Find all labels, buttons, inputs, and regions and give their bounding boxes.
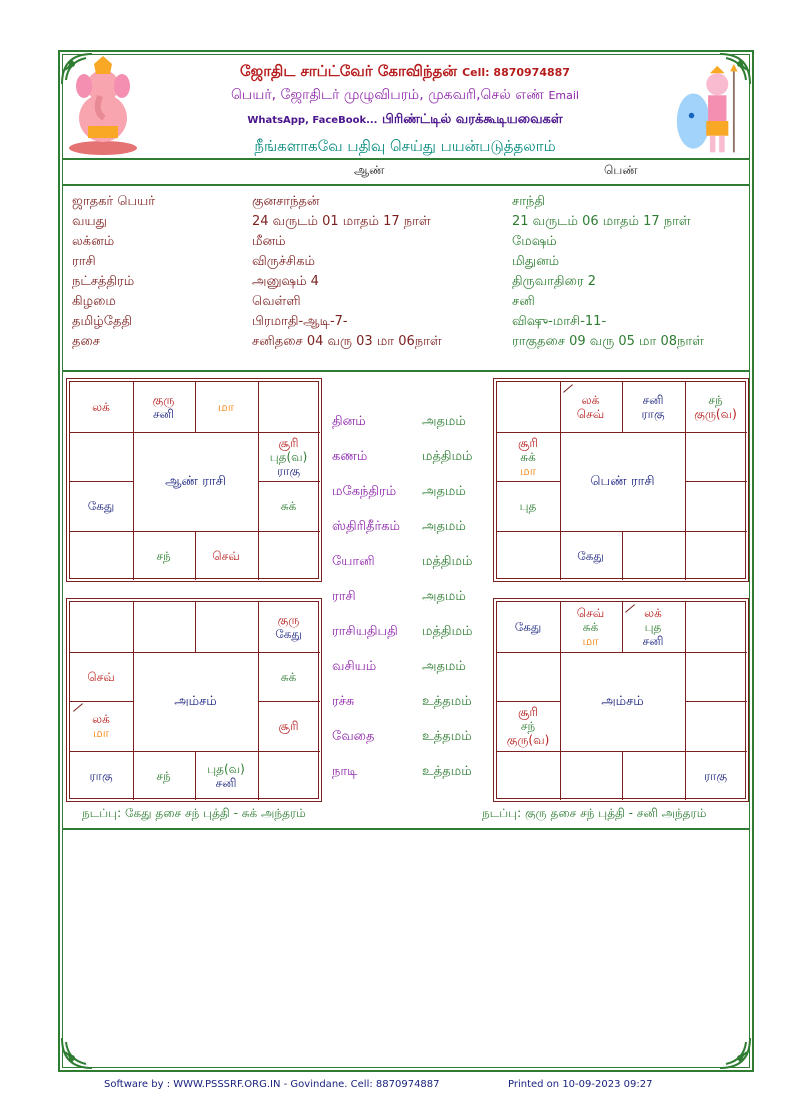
chart-grid (69, 381, 319, 579)
chart-house (258, 652, 320, 702)
footer-software: Software by : WWW.PSSSRF.ORG.IN - Govindane. Cell: 8870974887 (104, 1079, 440, 1090)
porutham-value: மத்திமம் (422, 449, 473, 464)
grid-line (622, 751, 623, 801)
ganesha-image-icon (64, 56, 142, 156)
chart-house (685, 751, 747, 801)
planet-label: மா (582, 634, 599, 648)
detail-label: ராசி (72, 254, 96, 269)
planet-label: மா (520, 463, 536, 478)
porutham-name: தினம் (332, 414, 366, 429)
chart-house (258, 701, 320, 751)
chart-house (258, 432, 320, 482)
planet-label: குரு (152, 393, 175, 407)
chart-house (70, 382, 132, 432)
chart-grid (496, 601, 746, 799)
planet-label: கேது (514, 620, 542, 634)
detail-label: கிழமை (72, 294, 116, 309)
chart-house (497, 432, 559, 482)
detail-female-value: விஷு-மாசி-11- (512, 314, 607, 329)
footer-printed: Printed on 10-09-2023 09:27 (508, 1079, 653, 1090)
detail-female-value: 21 வருடம் 06 மாதம் 17 நாள் (512, 214, 691, 229)
planet-label: சந் (156, 768, 171, 783)
detail-label: தசை (72, 334, 100, 349)
chart-house (195, 751, 257, 801)
detail-male-value: பிரமாதி-ஆடி-7- (252, 314, 348, 329)
detail-female-value: மேஷம் (512, 234, 557, 249)
chart-grid (496, 381, 746, 579)
planet-label: சந் (708, 393, 723, 407)
planet-label: சனி (215, 775, 237, 790)
planet-label: மா (218, 400, 234, 414)
corner-ornament-icon (60, 1036, 94, 1070)
chart-house (685, 382, 747, 432)
header-cell: Cell: 8870974887 (462, 66, 570, 79)
planet-label: செவ் (576, 606, 605, 620)
detail-row (72, 254, 752, 274)
planet-label: குரு (277, 613, 300, 627)
chart-house (133, 751, 195, 801)
planet-label: ராகு (276, 463, 301, 478)
female-column-heading: பெண் (604, 163, 638, 177)
detail-row (72, 194, 752, 214)
porutham-value: உத்தமம் (422, 694, 472, 709)
header-title (140, 62, 670, 82)
grid-line (685, 701, 748, 702)
porutham-name: மகேந்திரம் (332, 484, 397, 499)
porutham-name: கணம் (332, 449, 368, 464)
chart-house (622, 382, 684, 432)
porutham-value: உத்தமம் (422, 729, 472, 744)
grid-line (685, 481, 748, 482)
planet-label: லக் (92, 712, 110, 726)
porutham-value: அதமம் (422, 659, 466, 674)
chart-house (133, 531, 195, 581)
planet-label: சந் (520, 719, 536, 733)
detail-label: லக்னம் (72, 234, 115, 249)
planet-label: புத (519, 499, 537, 513)
porutham-row (332, 729, 492, 749)
detail-label: ஜாதகர் பெயர் (72, 194, 156, 209)
planet-label: சூரி (278, 719, 299, 733)
porutham-name: ராசி (332, 589, 356, 604)
chart-house (70, 701, 132, 751)
female-running-dasa: நடப்பு: குரு தசை சந் புத்தி - சனி அந்தரம் (482, 806, 707, 820)
planet-label: ராகு (703, 768, 728, 783)
detail-female-value: ராகுதசை 09 வரு 05 மா 08நாள் (512, 334, 704, 349)
detail-label: தமிழ்தேதி (72, 314, 133, 329)
chart-title: அம்சம் (561, 653, 685, 751)
planet-label: கேது (87, 499, 115, 513)
header-line3-ta: பிரிண்ட்டில் வரக்கூடியவைகள் (382, 112, 563, 127)
corner-ornament-icon (718, 1036, 752, 1070)
detail-female-value: சனி (512, 294, 535, 309)
porutham-row (332, 694, 492, 714)
divider (62, 184, 750, 186)
planet-label: சூரி (517, 435, 539, 450)
porutham-row (332, 414, 492, 434)
porutham-value: அதமம் (422, 589, 466, 604)
planet-label: லக் (644, 606, 662, 620)
chart-house (622, 602, 684, 652)
chart-house (497, 602, 559, 652)
porutham-value: மத்திமம் (422, 624, 473, 639)
detail-male-value: வெள்ளி (252, 294, 301, 309)
planet-label: ராகு (89, 768, 113, 783)
chart-house (70, 751, 132, 801)
detail-label: வயது (72, 214, 107, 229)
chart-grid (69, 601, 319, 799)
detail-male-value: குனசாந்தன் (252, 194, 320, 209)
porutham-row (332, 554, 492, 574)
planet-label: ராகு (641, 407, 665, 421)
planet-label: சனி (153, 407, 174, 421)
header-email: Email (548, 89, 579, 102)
detail-male-value: அனுஷம் 4 (252, 274, 319, 289)
porutham-row (332, 589, 492, 609)
chart-house (195, 382, 257, 432)
detail-row (72, 234, 752, 254)
detail-row (72, 274, 752, 294)
planet-label: சுக் (582, 620, 599, 634)
lagna-marker-icon (563, 384, 573, 392)
male-rasi-chart (66, 378, 322, 582)
planet-label: சனி (642, 634, 664, 648)
chart-house (70, 652, 132, 702)
porutham-row (332, 764, 492, 784)
planet-label: லக் (92, 400, 110, 414)
porutham-row (332, 624, 492, 644)
chart-title: பெண் ராசி (561, 433, 685, 531)
porutham-name: ராசியதிபதி (332, 624, 398, 639)
divider (62, 370, 750, 372)
planet-label: புத (644, 620, 662, 634)
chart-house (258, 751, 320, 801)
chart-house (560, 382, 622, 432)
porutham-name: ரச்சு (332, 694, 355, 709)
chart-house (195, 531, 257, 581)
chart-title: ஆண் ராசி (134, 433, 258, 531)
planet-label: சனி (642, 393, 664, 407)
male-amsam-chart (66, 598, 322, 802)
male-running-dasa: நடப்பு: கேது தசை சந் புத்தி - சுக் அந்தரம் (82, 806, 306, 820)
female-amsam-chart (493, 598, 749, 802)
planet-label: கேது (577, 548, 604, 563)
chart-house (497, 481, 559, 531)
header-line2 (140, 87, 670, 105)
header-line3-en: WhatsApp, FaceBook... (247, 115, 378, 126)
planet-label: சூரி (517, 705, 539, 719)
porutham-row (332, 519, 492, 539)
lagna-marker-icon (73, 703, 83, 711)
chart-house (258, 602, 320, 652)
detail-female-value: மிதுனம் (512, 254, 560, 269)
detail-row (72, 294, 752, 314)
detail-female-value: சாந்தி (512, 194, 545, 209)
planet-label: லக் (581, 393, 600, 407)
porutham-name: நாடி (332, 764, 358, 779)
divider (62, 158, 750, 160)
planet-label: புத(வ) (269, 449, 308, 464)
porutham-row (332, 659, 492, 679)
detail-female-value: திருவாதிரை 2 (512, 274, 597, 289)
planet-label: கேது (275, 627, 302, 641)
planet-label: செவ் (576, 407, 605, 421)
chart-title: அம்சம் (134, 653, 258, 751)
planet-label: சந் (156, 548, 171, 563)
lagna-marker-icon (625, 604, 635, 612)
grid-line (195, 602, 196, 652)
planet-label: சுக் (280, 669, 297, 684)
detail-male-value: மீனம் (252, 234, 286, 249)
detail-row (72, 334, 752, 354)
header-title-text: ஜோதிட சாப்ட்வேர் கோவிந்தன் (240, 62, 457, 80)
grid-line (622, 531, 623, 581)
chart-house (258, 481, 320, 531)
porutham-name: வேதை (332, 729, 375, 744)
detail-row (72, 314, 752, 334)
header-line3 (140, 112, 670, 128)
porutham-name: வசியம் (332, 659, 377, 674)
planet-label: சுக் (280, 499, 297, 513)
porutham-name: யோனி (332, 554, 375, 569)
female-rasi-chart (493, 378, 749, 582)
planet-label: குரு(வ) (694, 407, 737, 421)
porutham-row (332, 449, 492, 469)
planet-label: சுக் (520, 449, 536, 464)
male-column-heading: ஆண் (354, 163, 385, 177)
planet-label: சூரி (278, 435, 299, 450)
planet-label: மா (93, 726, 109, 740)
header-line2-text: பெயர், ஜோதிடர் முழுவிபரம், முகவரி,செல் எண் (231, 87, 544, 103)
planet-label: செவ் (212, 548, 240, 563)
planet-label: குரு(வ) (506, 733, 550, 747)
planet-label: செவ் (87, 669, 115, 684)
detail-male-value: விருச்சிகம் (252, 254, 315, 269)
chart-house (70, 481, 132, 531)
chart-house (560, 602, 622, 652)
detail-male-value: 24 வருடம் 01 மாதம் 17 நாள் (252, 214, 431, 229)
divider (62, 828, 750, 830)
header-line4: நீங்களாகவே பதிவு செய்து பயன்படுத்தலாம் (254, 137, 556, 155)
porutham-value: அதமம் (422, 519, 466, 534)
detail-label: நட்சத்திரம் (72, 274, 135, 289)
porutham-value: உத்தமம் (422, 764, 472, 779)
murugan-image-icon (670, 64, 748, 164)
detail-row (72, 214, 752, 234)
porutham-value: அதமம் (422, 484, 466, 499)
planet-label: புத(வ) (207, 761, 245, 776)
chart-house (560, 531, 622, 581)
chart-house (133, 382, 195, 432)
porutham-value: அதமம் (422, 414, 466, 429)
porutham-row (332, 484, 492, 504)
porutham-value: மத்திமம் (422, 554, 473, 569)
porutham-name: ஸ்திரிதீர்கம் (332, 519, 401, 534)
detail-male-value: சனிதசை 04 வரு 03 மா 06நாள் (252, 334, 442, 349)
chart-house (497, 701, 559, 751)
